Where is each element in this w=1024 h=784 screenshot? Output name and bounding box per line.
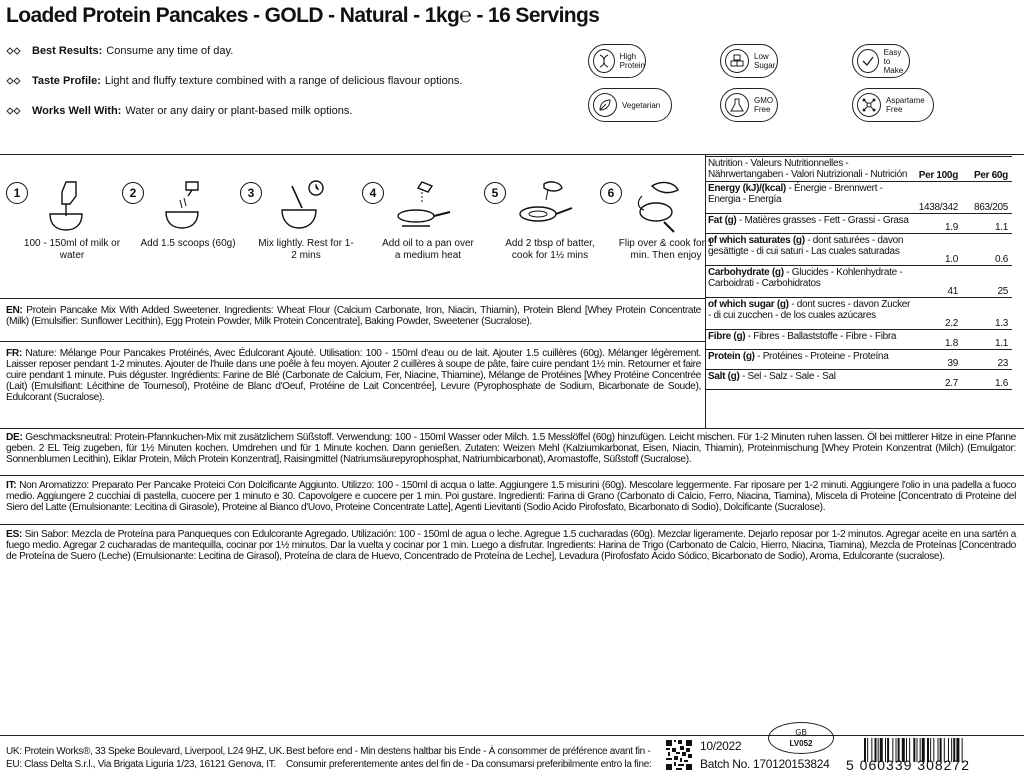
ingredients-de: DE: Geschmacksneutral: Protein-Pfannkuchen-Mix mit zusätzlichem Süßstoff. Verwendung: 100 - 150ml Wasser oder Milch. 1.5 Messlöffel (60g) hinzufügen. Leicht mischen. Für 1-2 Minuten ruhen lassen. Öl bei mittlerer Hitze in eine Pfanne geben. 2 EL Teig zugeben, für 1½ Minuten kochen. Umdrehen und für 1 Minute kochen. Dann genießen. Zutaten: Weizen Mehl (Kalziumkarbonat, Eisen, Niacin, Thiamin), Proteinmischung [Whey Protein Konzentrat (Milch) (Emulgator: Sonnenblumen Lecithin), Eiklar Protein, Milch Protein Konzentrat], Raisingmittel (Natriumsäurepyrophosphat, Natriumbicarbonat), Aromastoffe, Süßstoff (Sucralose). <box>6 432 1016 465</box>
step-text: Mix lightly. Rest for 1-2 mins <box>258 238 354 261</box>
nutrient-label: Fat (g) - Matières grasses - Fett - Grassi - Grasa <box>708 215 909 226</box>
step-2 <box>122 178 240 274</box>
step-1 <box>6 178 124 274</box>
ingredients-en: EN: Protein Pancake Mix With Added Sweetener. Ingredients: Wheat Flour (Calcium Carbonate, Iron, Niacin, Thiamin), Protein Blend [Whey Protein Concentrate (Milk) (Emulsifier: Sunflower Lecithin), Egg Protein Powder, Milk Protein Concentrate], Baking Powder, Sweetener (Sucralose). <box>6 305 701 327</box>
nutrient-per-60g: 0.6 <box>994 254 1008 265</box>
step-text: Flip over & cook for 1 min. Then enjoy <box>618 238 714 261</box>
nutrition-row <box>706 350 1012 370</box>
pour-milk-icon <box>36 178 96 234</box>
step-number: 2 <box>122 182 144 204</box>
diamond-pattern-icon <box>6 76 22 86</box>
divider <box>0 475 1024 476</box>
step-number: 6 <box>600 182 622 204</box>
nutrient-per-60g: 1.1 <box>994 222 1008 233</box>
badge-label: Aspartame Free <box>886 96 925 114</box>
ingredients-it: IT: Non Aromatizzo: Preparato Per Pancake Proteici Con Dolcificante Aggiunto. Utilizzo: 100 - 150ml di acqua o latte. Aggiungere 1.5 misurini (60g). Mescolare leggermente. Far riposare per 1-2 minuti. Aggiungere l'olio in una padella a fuoco medio. Aggiungere 2 cucchiai di pastella, cuocere per 1 minuto e 30. Capovolgere e cuocere per 1 min. Poi gustare. Ingredienti: Farina di Grano (Carbonato di Calcio, Ferro, Niacina, Tiamina), Miscela di Proteine [Concentrato di Proteine del Siero del Latte (Emulsionante: Lecitina di Girasole), Proteine al Bianco d'Uovo, Proteine Concentrate Latte], Agenti Lievitanti (Sodio Acido Pirofosfato, Bicarbonato di Sodio), Dolcificante (Sucralose). <box>6 480 1016 513</box>
nutrient-per-100g: 2.2 <box>944 318 958 329</box>
nutrition-row <box>706 330 1012 350</box>
badge-label: Low Sugar <box>754 52 776 70</box>
sugar-cubes-icon <box>730 54 744 68</box>
nutrient-per-60g: 23 <box>997 358 1008 369</box>
leaf-icon <box>598 98 612 112</box>
divider <box>0 298 706 299</box>
best-before-label-2: Consumir preferentemente antes del fin de - Da consumarsi preferibilmente entro la fine: <box>286 759 652 770</box>
feature-text: Water or any dairy or plant-based milk options. <box>125 105 353 117</box>
address-uk: UK: Protein Works®, 33 Speke Boulevard, Liverpool, L24 9HZ, UK. <box>6 746 285 757</box>
step-number: 1 <box>6 182 28 204</box>
divider <box>0 154 1024 155</box>
ingredients-es: ES: Sin Sabor: Mezcla de Proteína para Panqueques con Edulcorante Agregado. Utilización: 100 - 150ml de agua o leche. Agregue 1.5 cucharadas (60g). Mezclar ligeramente. Dejarlo reposar por 1-2 minutos. Agregar aceite en una sartén a fuego medio. Agregar 2 cucharadas de mantequilla, cocinar por 1½ minutos. Dar la vuelta y cocinar por 1 min. Luego a disfrutar. Ingredients: Harina de Trigo (Carbonato de Calcio, Hierro, Niacina, Tiamina), Mezcla de Proteínas [Concentrado de Proteína de Suero (Leche) (Emulsionante: Lecitina de Girasol), Proteína de clara de Huevo, Concentrado de Proteína de Leche], Levadura (Pirofosfato Ácido Sódico, Bicarbonato de Sodio), Aroma, Edulcorante (sucralose). <box>6 529 1016 562</box>
nutrient-label: Fibre (g) - Fibres - Ballaststoffe - Fibre - Fibra <box>708 331 897 342</box>
step-number: 4 <box>362 182 384 204</box>
feature-label: Works Well With: <box>32 105 122 117</box>
nutrient-per-60g: 1.6 <box>994 378 1008 389</box>
best-before-date: 10/2022 <box>700 739 742 753</box>
nutrient-per-100g: 1438/342 <box>918 202 958 213</box>
badge-easy-to-make <box>852 44 910 78</box>
nutrition-row <box>706 214 1012 234</box>
badge-label: GMO Free <box>754 96 774 114</box>
nutrient-per-60g: 863/205 <box>973 202 1008 213</box>
nutrient-per-100g: 39 <box>947 358 958 369</box>
feature-label: Taste Profile: <box>32 75 101 87</box>
col-per-60g: Per 60g <box>973 170 1008 181</box>
mix-bowl-timer-icon <box>270 178 330 234</box>
step-6 <box>600 178 718 274</box>
diamond-pattern-icon <box>6 46 22 56</box>
badge-label: Easy to Make <box>883 47 904 75</box>
feature-text: Consume any time of day. <box>106 45 234 57</box>
nutrient-per-60g: 25 <box>997 286 1008 297</box>
feature-text: Light and fluffy texture combined with a range of delicious flavour options. <box>104 75 463 87</box>
badge-gmo-free <box>720 88 778 122</box>
ingredients-fr: FR: Nature: Mélange Pour Pancakes Protéinés, Avec Édulcorant Ajouté. Utilisation: 100 - 150ml d'eau ou de lait. Ajouter 1.5 cuillères (60g). Mélanger légèrement. Laisser reposer pendant 1-2 minutes. Ajouter de l'huile dans une poêle à feu moyen. Ajouter 2 cuillères à soupe de pâte, faire cuire pendant 1½ min. Retourner et faire cuire pendant 1 minute. Puis déguster. Ingrédients: Farine de Blé (Carbonate de Calcium, Fer, Niacine, Thiamine), Mélange de Protéines [Whey Protéine Concentrée (Lait) (Emulsifiant: Lécithine de Tournesol), Protéine de Blanc d'Oeuf, Protéine de Lait Concentrée], Levure (Pyrophosphate de Sodium, Bicarbonate de Soude), Edulcorant (Sucralose). <box>6 348 701 403</box>
address-eu: EU: Class Delta S.r.l., Via Brigata Liguria 1/23, 16121 Genova, IT. <box>6 759 276 770</box>
divider <box>0 341 706 342</box>
feature-label: Best Results: <box>32 45 103 57</box>
badge-low-sugar <box>720 44 778 78</box>
nutrient-per-100g: 41 <box>947 286 958 297</box>
feature-works-well-with <box>6 105 352 117</box>
nutrient-label: Protein (g) - Protéines - Proteine - Proteína <box>708 351 889 362</box>
batter-pan-icon <box>514 178 574 234</box>
step-5 <box>484 178 602 274</box>
barcode-digits: 5 060339 308272 <box>846 757 970 773</box>
badge-aspartame-free <box>852 88 934 122</box>
feature-taste-profile <box>6 75 462 87</box>
diamond-pattern-icon <box>6 106 22 116</box>
batch-number: Batch No. 170120153824 <box>700 757 830 771</box>
nutrition-row <box>706 234 1012 266</box>
nutrition-row <box>706 266 1012 298</box>
molecule-icon <box>862 98 876 112</box>
step-4 <box>362 178 480 274</box>
step-text: Add 1.5 scoops (60g) <box>140 238 236 249</box>
step-3 <box>240 178 358 274</box>
datamatrix-code-icon <box>666 740 692 770</box>
step-text: 100 - 150ml of milk or water <box>23 238 121 261</box>
step-text: Add 2 tbsp of batter, cook for 1½ mins <box>505 238 595 261</box>
flip-pancake-icon <box>630 178 690 234</box>
oil-pan-icon <box>392 178 452 234</box>
checkmark-icon <box>861 54 875 68</box>
nutrient-label: Energy (kJ)/(kcal) - Énergie - Brennwert - Energia - Energía <box>708 183 883 205</box>
flask-icon <box>730 98 744 112</box>
nutrition-table <box>706 156 1012 390</box>
step-number: 3 <box>240 182 262 204</box>
nutrition-row <box>706 370 1012 390</box>
stamp-code: LV052 <box>789 739 813 748</box>
page-title: Loaded Protein Pancakes - GOLD - Natural - 1kg℮ - 16 Servings <box>6 4 600 27</box>
nutrient-per-100g: 1.0 <box>944 254 958 265</box>
feature-best-results <box>6 45 233 57</box>
scoop-icon <box>152 178 212 234</box>
nutrition-header-row <box>706 156 1012 182</box>
divider <box>0 735 1024 736</box>
best-before-label: Best before end - Min destens haltbar bis Ende - À consommer de préférence avant fin - <box>286 746 651 757</box>
nutrient-per-60g: 1.1 <box>994 338 1008 349</box>
nutrient-label: of which saturates (g) - dont saturées - davon gesättigte - di cui saturi - Las cuales saturadas <box>708 235 904 257</box>
stamp-country: GB <box>795 728 807 737</box>
nutrition-row <box>706 298 1012 330</box>
nutrition-rows <box>706 182 1012 390</box>
badge-label: High Protein <box>619 52 645 70</box>
nutrition-row <box>706 182 1012 214</box>
health-mark-stamp <box>768 722 834 754</box>
divider <box>0 428 1024 429</box>
nutrition-header: Nutrition - Valeurs Nutritionnelles - Nährwertangaben - Valori Nutrizionali - Nutrición <box>708 158 908 180</box>
col-per-100g: Per 100g <box>918 170 958 181</box>
step-number: 5 <box>484 182 506 204</box>
nutrient-per-60g: 1.3 <box>994 318 1008 329</box>
nutrient-label: Salt (g) - Sel - Salz - Sale - Sal <box>708 371 836 382</box>
dna-icon <box>597 54 611 68</box>
nutrient-per-100g: 2.7 <box>944 378 958 389</box>
nutrient-per-100g: 1.9 <box>944 222 958 233</box>
badge-high-protein <box>588 44 646 78</box>
badge-vegetarian <box>588 88 672 122</box>
nutrient-per-100g: 1.8 <box>944 338 958 349</box>
nutrient-label: Carbohydrate (g) - Glucides - Kohlenhydrate - Carboidrati - Carbohidratos <box>708 267 903 289</box>
nutrient-label: of which sugar (g) - dont sucres - davon Zucker - di cui zucchen - de los cuales azúcares <box>708 299 911 321</box>
divider <box>0 524 1024 525</box>
badge-label: Vegetarian <box>622 100 661 110</box>
step-text: Add oil to a pan over a medium heat <box>382 238 474 261</box>
